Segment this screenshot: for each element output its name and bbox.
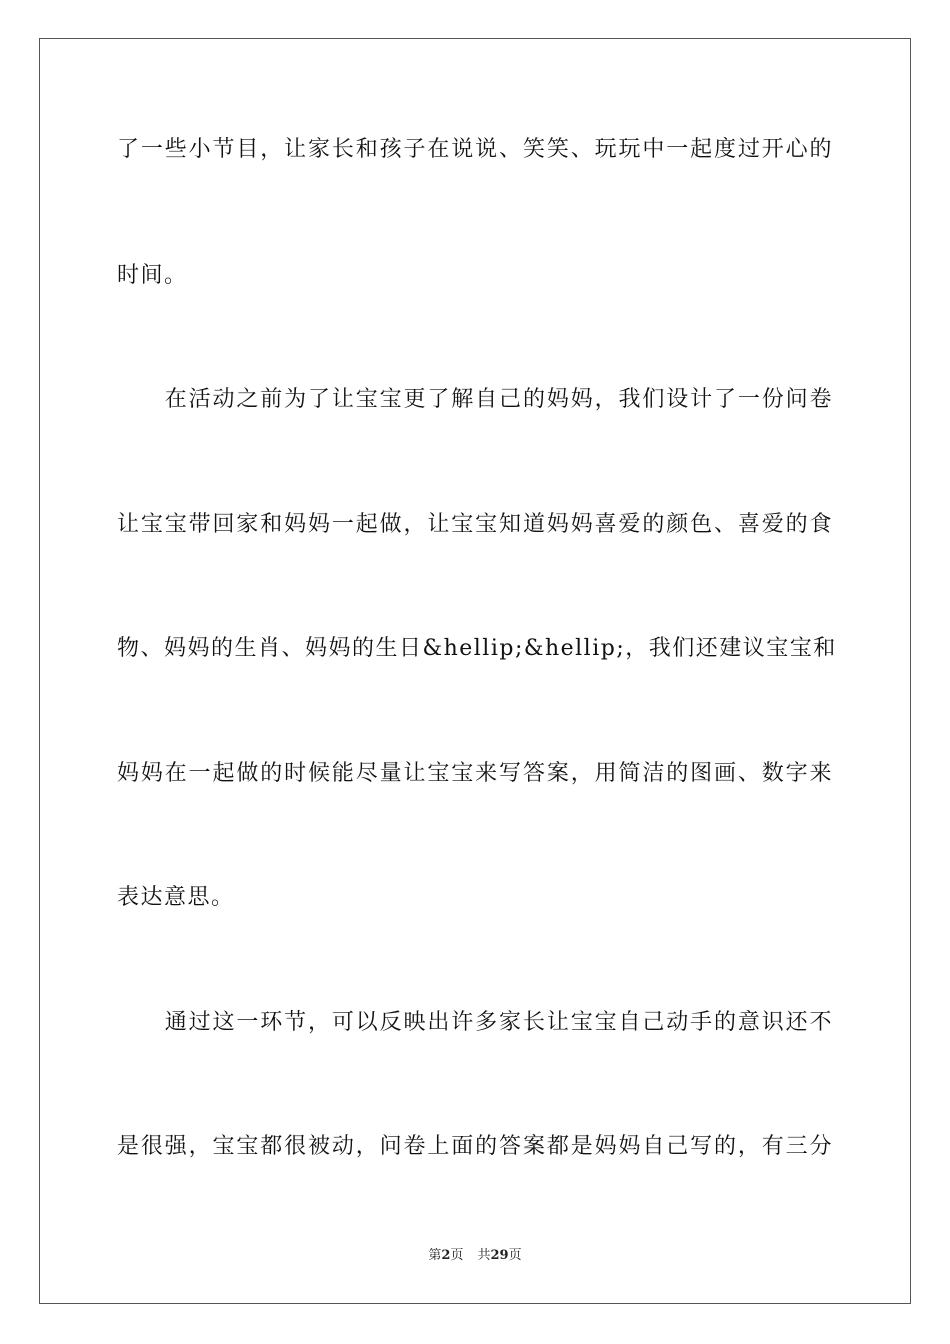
page-number: 2: [441, 1248, 451, 1263]
page-suffix: 页: [450, 1248, 464, 1263]
total-suffix: 页: [508, 1248, 522, 1263]
body-text-line-9: 是很强，宝宝都很被动，问卷上面的答案都是妈妈自己写的，有三分: [117, 1134, 833, 1159]
body-text-line-5: 物、妈妈的生肖、妈妈的生日&hellip;&hellip;，我们还建议宝宝和: [117, 636, 837, 661]
total-pages: 29: [490, 1248, 509, 1263]
total-prefix: 共: [477, 1248, 491, 1263]
body-text-line-1: 了一些小节目，让家长和孩子在说说、笑笑、玩玩中一起度过开心的: [117, 137, 833, 162]
body-text-line-3: 在活动之前为了让宝宝更了解自己的妈妈，我们设计了一份问卷: [117, 387, 833, 412]
body-text-line-6: 妈妈在一起做的时候能尽量让宝宝来写答案，用简洁的图画、数字来: [117, 761, 833, 786]
page-border: [39, 38, 911, 1304]
body-text-line-4: 让宝宝带回家和妈妈一起做，让宝宝知道妈妈喜爱的颜色、喜爱的食: [117, 512, 833, 537]
page-prefix: 第: [428, 1248, 442, 1263]
body-text-line-8: 通过这一环节，可以反映出许多家长让宝宝自己动手的意识还不: [117, 1010, 833, 1035]
page-footer: [0, 1246, 950, 1266]
body-text-line-7: 表达意思。: [117, 885, 235, 910]
body-text-line-2: 时间。: [117, 263, 188, 288]
